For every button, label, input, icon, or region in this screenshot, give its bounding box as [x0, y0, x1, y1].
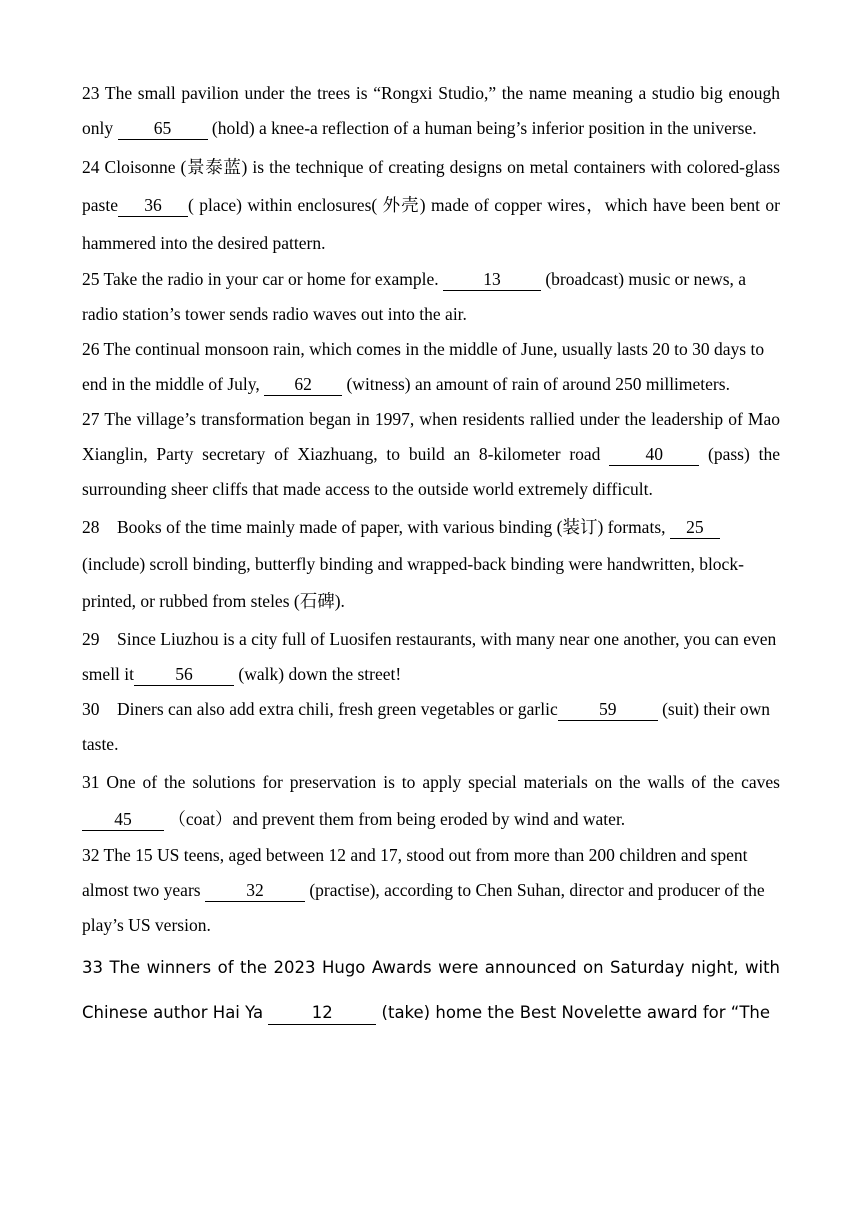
- question-text: (walk) down the street!: [234, 664, 402, 684]
- question-text: (pass) the surrounding sheer cliffs that made access to the outside world extremely difficult.: [82, 444, 780, 499]
- question-text: (broadcast) music or news, a radio station’s tower sends radio waves out into the air.: [82, 269, 747, 324]
- answer-blank: 59: [558, 700, 658, 721]
- question-text: 33 The winners of the 2023 Hugo Awards were announced on Saturday night, with Chinese author Hai Ya: [82, 958, 780, 1022]
- question-text: (suit) their own taste.: [82, 699, 770, 754]
- answer-blank: 56: [134, 665, 234, 686]
- question-32: [82, 838, 780, 943]
- question-text: ( place) within enclosures( 外壳) made of copper wires，which have been bent or hammered into the desired pattern.: [82, 195, 780, 253]
- question-28: [82, 509, 780, 620]
- question-text: 26 The continual monsoon rain, which comes in the middle of June, usually lasts 20 to 30 days to end in the middle of July,: [82, 339, 765, 394]
- question-text: (practise), according to Chen Suhan, director and producer of the play’s US version.: [82, 880, 765, 935]
- question-24: [82, 148, 780, 262]
- question-text: 24 Cloisonne (景泰蓝) is the technique of creating designs on metal containers with colored-glass paste: [82, 157, 780, 215]
- answer-blank: 62: [264, 375, 342, 396]
- question-text: 25 Take the radio in your car or home for example.: [82, 269, 443, 289]
- question-text: (include) scroll binding, butterfly binding and wrapped-back binding were handwritten, block-printed, or rubbed from steles (石碑).: [82, 554, 744, 611]
- question-25: [82, 262, 780, 332]
- question-text: 29 Since Liuzhou is a city full of Luosifen restaurants, with many near one another, you can even smell it: [82, 629, 777, 684]
- question-26: [82, 332, 780, 402]
- answer-blank: 40: [609, 445, 699, 466]
- question-text: (witness) an amount of rain of around 250 millimeters.: [342, 374, 730, 394]
- answer-blank: 12: [268, 1004, 376, 1025]
- question-29: [82, 622, 780, 692]
- question-31: [82, 764, 780, 838]
- question-33: [82, 945, 780, 1035]
- answer-blank: 25: [670, 518, 720, 539]
- question-23: [82, 76, 780, 146]
- question-text: (take) home the Best Novelette award for “The: [376, 1003, 771, 1022]
- question-text: 23 The small pavilion under the trees is “Rongxi Studio,” the name meaning a studio big enough only: [82, 83, 780, 138]
- exercise-page: [82, 76, 780, 1035]
- answer-blank: 13: [443, 270, 541, 291]
- question-27: [82, 402, 780, 507]
- question-text: 27 The village’s transformation began in 1997, when residents rallied under the leadership of Mao Xianglin, Party secretary of Xiazhuang, to build an 8-kilometer road: [82, 409, 780, 464]
- question-text: 31 One of the solutions for preservation is to apply special materials on the walls of the caves: [82, 772, 780, 792]
- answer-blank: 36: [118, 196, 188, 217]
- question-text: (hold) a knee-a reflection of a human being’s inferior position in the universe.: [207, 118, 757, 138]
- answer-blank: 32: [205, 881, 305, 902]
- answer-blank: 65: [118, 119, 208, 140]
- answer-blank: 45: [82, 810, 164, 831]
- question-text: 32 The 15 US teens, aged between 12 and 17, stood out from more than 200 children and spent almost two years: [82, 845, 748, 900]
- question-text: （coat）and prevent them from being eroded by wind and water.: [164, 809, 626, 829]
- question-30: [82, 692, 780, 762]
- question-text: 30 Diners can also add extra chili, fresh green vegetables or garlic: [82, 699, 558, 719]
- question-text: 28 Books of the time mainly made of paper, with various binding (装订) formats,: [82, 517, 670, 537]
